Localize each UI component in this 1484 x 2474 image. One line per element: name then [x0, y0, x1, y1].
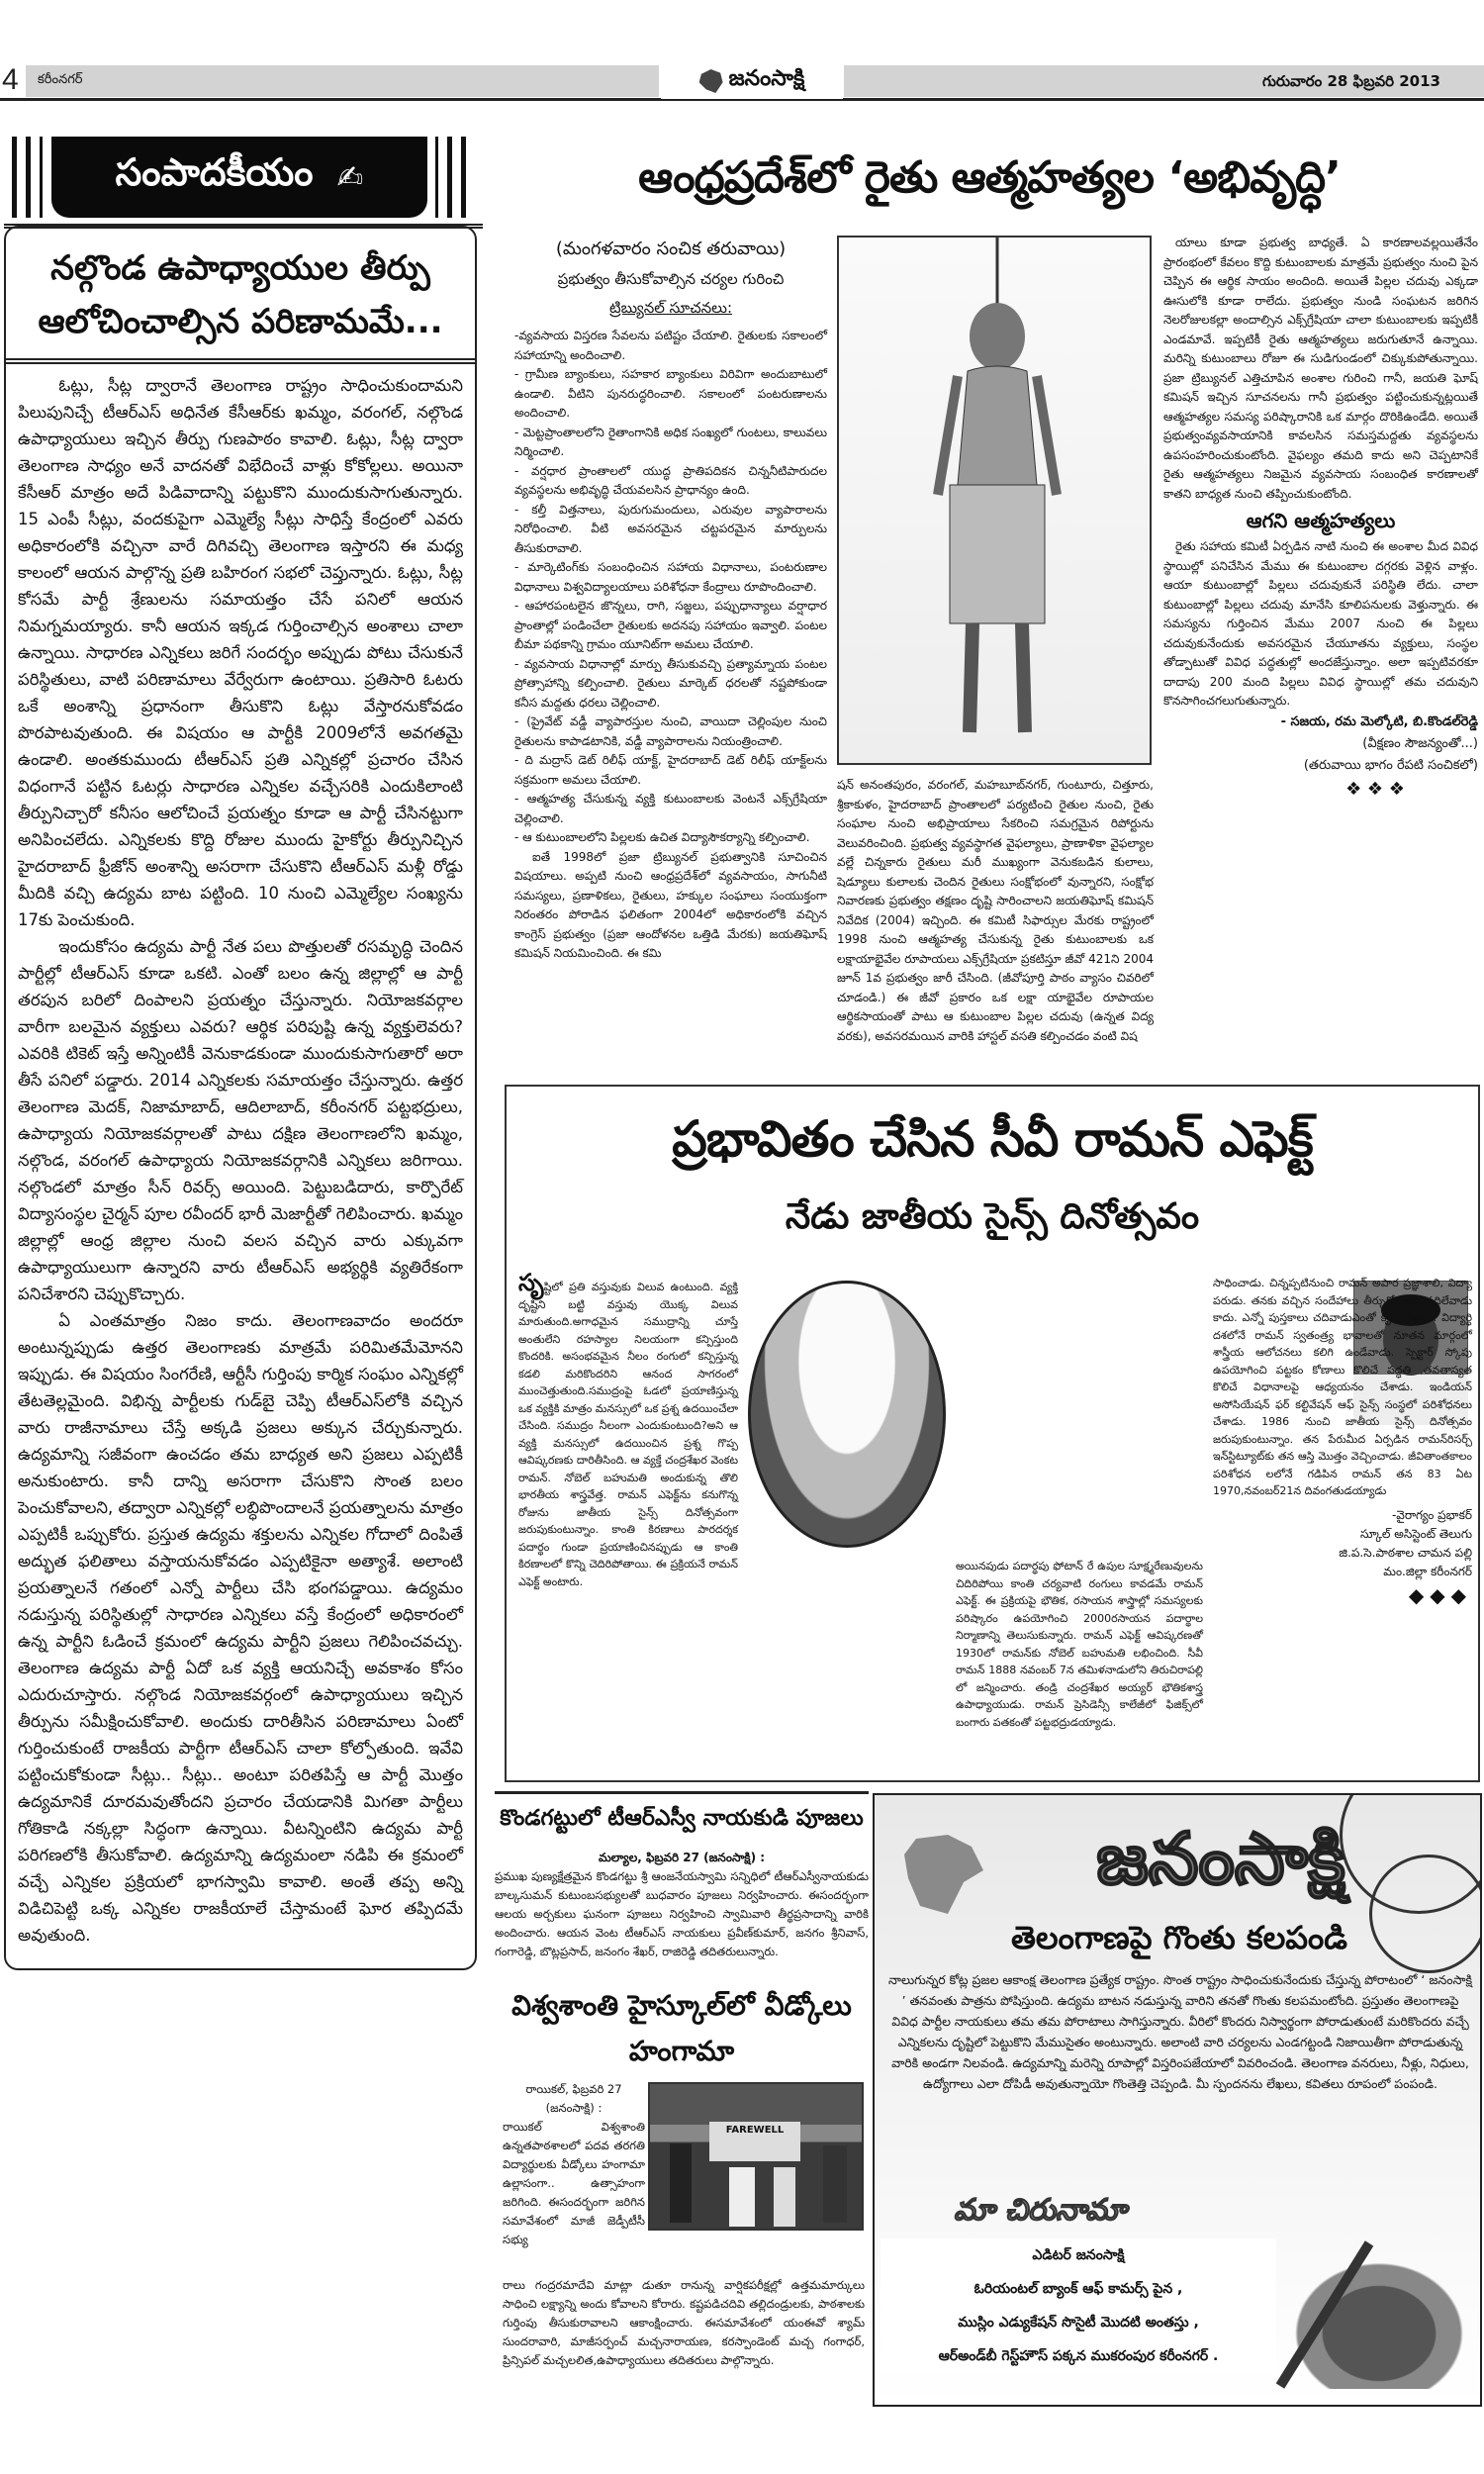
point-item: - ఆహారపంటలైన జొన్నలు, రాగి, సజ్జలు, పప్పుధాన్యాలు వర్షాధార ప్రాంతాల్లో పండించేలా రైతులకు అదనపు సహాయం ఇవ్వాలి. పంటల బీమా పథకాన్ని గ్రామం యూనిట్‌గా అమలు చేయాలి. — [514, 599, 827, 651]
logo-text: జనంసాక్షి — [728, 66, 805, 91]
banner-text: సంపాదకీయం — [115, 150, 314, 194]
lead-column-2 — [837, 776, 1154, 1046]
signature-line: -వైరాగ్యం ప్రభాకర్ — [1391, 1507, 1472, 1522]
hanging-figure-icon — [839, 238, 1152, 765]
lead-paragraph: ఐతే 1998లో ప్రజా ట్రిబ్యునల్ ప్రభుత్వానికి సూచించిన విషయాలు. అప్పటి నుంచి ఆంధ్రప్రదేశ్‌లో వ్యవసాయం, సాగునీటి సమస్యలు, ప్రణాళికలు, రైతులు, హక్కుల సంఘాలు సంయుక్తంగా నిరంతరం పోరాడిన ఫలితంగా 2004లో అధికారంలోకి వచ్చిన కాంగ్రెస్ ప్రభుత్వం (ప్రజా ఆందోళనల ఒత్తిడి మేరకు) జయతిఘోష్ కమిషన్ నియమించింది. ఈ కమి — [514, 849, 827, 960]
point-item: - వ్యవసాయ విధానాల్లో మార్పు తీసుకువచ్చి ప్రత్యామ్నాయ పంటల ప్రోత్సాహాన్ని కల్పించాలి. రైతులు మార్కెట్ ధరలతో నష్టపోకుండా కనీస మద్దతు ధరలు చెల్లించాలి. — [514, 656, 827, 710]
banner-stripe — [12, 137, 17, 218]
telangana-map-icon — [699, 69, 723, 93]
banner-stripe — [40, 137, 43, 218]
ad-slogan: తెలంగాణపై గొంతు కలపండి — [1011, 1919, 1347, 1956]
banner-stripe — [461, 137, 466, 218]
lead-subhead: ఆగని ఆత్మహత్యలు — [1246, 509, 1396, 532]
signature-line: మం.జిల్లా కరీంనగర్ — [1383, 1564, 1472, 1578]
point-item: - వర్షధార ప్రాంతాలలో యుద్ధ ప్రాతిపదికన చిన్ననీటిపారుదల వ్యవస్థలను అభివృద్ధి చేయవలసిన ప్రాధాన్యం ఉంది. — [514, 463, 827, 497]
lead-paragraph: యాలు కూడా ప్రభుత్వ బాధ్యతే. ఏ కారణాలవల్లయితేనేం ప్రారంభంలో కేవలం కొద్ది కుటుంబాలకు మాత్రమే ప్రభుత్వం నుంచి పైన చెప్పిన ఈ ఆర్థిక సాయం అందింది. అయితే పిల్లల చదువు ఎక్కడా ఊసులోకి కూడా రాలేదు. ప్రభుత్వం నుండి సంఘటన జరిగిన నెలరోజులకల్లా అందాల్సిన ఎక్స్‌గ్రేషియా చాలా కుటుంబాలకు ఇప్పటికీ ఎండమావే. ఇప్పటికీ రైతు ఆత్మహత్యలు జరుగుతూనే ఉన్నాయి. మరిన్ని కుటుంబాలు రోజూ ఈ సుడిగుండంలో చిక్కుకుపోతున్నాయి. ప్రజా ట్రిబ్యునల్ ఎత్తిచూపిన అంశాల గురించి గానీ, జయతి ఘోష్ కమిషన్ ఇచ్చిన సూచనలను గానీ ప్రభుత్వం పట్టించుకున్నట్లయితే ఆత్మహత్యల సమస్య పరిష్కారానికి ఒక మార్గం దొరికిఉండేది. అయితే ప్రభుత్వంవ్యవసాయానికి కావలసిన సమస్తమద్దతు వ్యవస్థలను ఉపసంహరించుకుంటోంది. వైఫల్యం తమది కాదు అని చెప్పటానికే రైతు ఆత్మహత్యలు నిజమైన వ్యవసాయ సంబంధిత కారణాలతో కాతని బాధ్యత నుంచి తప్పించుకుంటోంది. — [1163, 236, 1478, 501]
continued-next-note: (తరువాయి భాగం రేపటి సంచికలో) — [1303, 757, 1478, 773]
address-line: ఎడిటర్ జనంసాక్షి — [1032, 2247, 1125, 2263]
raman-column-3 — [1213, 1275, 1472, 1609]
editorial-paragraph: ఏ ఎంతమాత్రం నిజం కాదు. తెలంగాణవాదం అందరూ అంటున్నప్పుడు ఉత్తర తెలంగాణకు మాత్రమే పరిమితమేమోనని ఇప్పుడు. ఈ విషయం సింగరేణి, ఆర్టీసీ గుర్తింపు కార్మిక సంఘం ఎన్నికల్లో తేటతెల్లమైంది. విభిన్న పార్టీలకు గుడ్‌బై చెప్పి టీఆర్ఎస్‌లోకి వచ్చిన వారు రాజీనామాలు చేస్తే అక్కడి ప్రజలు అక్కున చేర్చుకున్నారు. ఉద్యమాన్ని సజీవంగా ఉంచడం తమ బాధ్యత అని ప్రజలు ఎప్పటికీ అనుకుంటారు. కానీ దాన్ని అసరాగా చేసుకొని సొంత బలం పెంచుకోవాలని, తద్వారా ఎన్నికల్లో లబ్ధిపొందాలనే ప్రయత్నాలను మాత్రం ఎప్పటికీ ఒప్పుకోరు. ప్రస్తుత ఉద్యమ శక్తులను ఎన్నికల గోదాలో దింపితే అద్భుత ఫలితాలు వస్తాయనుకోవడం ఎప్పటికైనా అత్యాశే. అలాంటి ప్రయత్నాలనే గతంలో ఎన్నో పార్టీలు చేసి భంగపడ్డాయి. ఉద్యమం నడుస్తున్న పరిస్థితుల్లో సాధారణ ఎన్నికలు వస్తే కేంద్రంలో అధికారంలో ఉన్న పార్టీని ఓడించే క్రమంలో ఉద్యమ పార్టీని ప్రజలు గెలిపించవచ్చు. తెలంగాణ ఉద్యమ పార్టీ ఏదో ఒక వ్యక్తి ఆయనిచ్చే అవకాశం కోసం ఎదురుచూస్తారు. నల్గొండ నియోజకవర్గంలో ఉపాధ్యాయులు ఇచ్చిన తీర్పును సమీక్షించుకోవాలి. అందుకు దారితీసిన పరిణామాలు ఏంటో గుర్తించుకుంటే రాజకీయ పార్టీగా టీఆర్ఎస్ చాలా కోల్పోతుంది. ఇవేవి పట్టించుకోకుండా సీట్లు.. సీట్లు.. అంటూ పరితపిస్తే ఆ పార్టీ మొత్తం ఉద్యమానికే దూరమవుతోందని ప్రచారం చేయడానికి మిగతా పార్టీలు గోతికాడి నక్కల్లా సిద్ధంగా ఉన్నాయి. వీటన్నింటిని ఉద్యమ పార్టీ పరిగణలోకి తీసుకోవాలి. ఉద్యమాన్ని ఉద్యమంలా నడిపి ఈ క్రమంలో వచ్చే ఎన్నికల ప్రక్రియలో భాగస్వామి కావాలి. అంతే తప్ప అన్ని విడిచిపెట్టి ఒక్క ఎన్నికల రాజకీయాలే చేస్తామంటే ఘోర తప్పిదమే అవుతుంది. — [18, 1311, 463, 1945]
ornament-icon: ❖ ❖ ❖ — [1345, 778, 1405, 800]
trs-dateline: మల్యాల, ఫిబ్రవరి 27 (జనంసాక్షి) : — [598, 1851, 766, 1864]
lead-paragraph: రైతు సహాయ కమిటీ ఏర్పడిన నాటి నుంచి ఈ అంశాల మీద వివిధ స్థాయిల్లో పనిచేసిన మేము ఈ కుటుంబాల దగ్గరకు వెళ్లిన వాళ్లం. ఆయా కుటుంబాల్లో పిల్లలు చదువుకునే పరిస్థితి లేదు. చాలా కుటుంబాల్లో పిల్లలు చదువు మానేసి కూలిపనులకు వెళ్తున్నారు. ఈ సమస్యను గుర్తించిన మేము 2007 నుంచి ఈ పిల్లలు చదువుకునేందుకు అవసరమైన చేయూతను వ్యక్తులు, సంస్థల తోడ్పాటుతో వివిధ పద్ధతుల్లో అందజేస్తున్నాం. అలా ఇప్పటివరకూ దాదాపు 200 మంది పిల్లలు వివిధ స్థాయిల్లో తమ చదువుని కొనసాగించగలుగుతున్నారు. — [1163, 539, 1478, 708]
school-side-text — [503, 2080, 645, 2249]
edition-name: కరీంనగర్ — [38, 72, 83, 87]
issue-date: గురువారం 28 ఫిబ్రవరి 2013 — [1261, 72, 1440, 90]
lead-paragraph: షన్ అనంతపురం, వరంగల్, మహబూబ్‌నగర్, గుంటూరు, చిత్తూరు, శ్రీకాకుళం, హైదరాబాద్ ప్రాంతాలలో పర్యటించి రైతుల నుంచి, రైతు సంఘాల నుంచి అభిప్రాయాలు సేకరించి సమగ్రమైన రిపోర్టును వెలువరించింది. ప్రభుత్వ వ్యవస్థాగత వైఫల్యాలు, ప్రాణాళికా వైఫల్యాల వల్లే చిన్నకారు రైతులు మరీ ముఖ్యంగా వెనుకబడిన కులాలు, షెడ్యూలు కులాలకు చెందిన రైతులు సంక్షోభంలో వున్నారని, సంక్షోభ నివారణకు ప్రభుత్వం తక్షణం దృష్టి సారించాలని జయతిఘోష్ కమిషన్ నివేదిక (2004) ఇచ్చింది. ఈ కమిటీ సిఫార్సుల మేరకు రాష్ట్రంలో 1998 నుంచి ఆత్మహత్య చేసుకున్న రైతు కుటుంబాలకు ఒక లక్షాయాభైవేల రూపాయలు ఎక్స్‌గ్రేషియా ప్రకటిస్తూ జీవో 421ని 2004 జూన్ 1వ ప్రభుత్వం జారీ చేసింది. (జీవోపూర్తి పాఠం వ్యాసం చివరిలో చూడండి.) ఈ జీవో ప్రకారం ఒక లక్షా యాభైవేల రూపాయల ఆర్థికసాయంతో పాటు ఆ కుటుంబాల పిల్లల చదువు (ఉన్నత విద్య వరకు), అవసరమయిన వారికి హాస్టల్ వసతి కల్పించడం వంటి విష — [837, 778, 1154, 1043]
lead-column-3 — [1163, 234, 1478, 803]
header-bar-left — [26, 65, 659, 97]
section-label: ట్రిబ్యునల్ సూచనలు: — [608, 299, 733, 317]
point-item: - కల్తీ విత్తనాలు, పురుగుమందులు, ఎరువుల వ్యాపారాలను నిరోధించాలి. వీటి అవసరమైన చట్టపరమైన మార్పులను తీసుకురావాలి. — [514, 502, 827, 555]
farewell-banner: FAREWELL — [709, 2122, 800, 2161]
editorial-paragraph: ఇందుకోసం ఉద్యమ పార్టీ నేత పలు పొత్తులతో రసమృద్ధి చెందిన పార్టీల్లో టీఆర్ఎస్ కూడా ఒకటి. ఎంతో బలం ఉన్న జిల్లాల్లో ఆ పార్టీ తరపున బరిలో దింపాలని ప్రయత్నం చేస్తున్నారు. నియోజకవర్గాల వారీగా బలమైన వ్యక్తులు ఎవరు? ఆర్థిక పరిపుష్టి ఉన్న వ్యక్తులెవరు? ఎవరికి టికెట్ ఇస్తే అన్నింటికీ వెనుకాడకుండా ముందుకుసాగుతారో అరా తీసే పనిలో పడ్డారు. 2014 ఎన్నికలకు సమాయత్తం చేస్తున్నారు. ఉత్తర తెలంగాణ మెదక్, నిజామాబాద్, ఆదిలాబాద్, కరీంనగర్ పట్టభద్రులు, ఉపాధ్యాయ నియోజకవర్గాలతో పాటు దక్షిణ తెలంగాణలోని ఖమ్మం, నల్గొండ, వరంగల్ ఉపాధ్యాయ నియోజకవర్గానికి ఎన్నికలు జరిగాయి. నల్గొండలో మాత్రం సీన్ రివర్స్ అయింది. పెట్టుబడిదారు, కార్పొరేట్ విద్యాసంస్థల చైర్మన్ పూల రవీందర్ భారీ మెజార్టీతో గెలిపించారు. ఖమ్మం జిల్లాల్లో ఆంధ్ర జిల్లాల నుంచి వలస వచ్చిన వారు ఎక్కువగా ఉపాధ్యాయులుగా ఉన్నారని వారు టీఆర్ఎస్ అభ్యర్థికి వ్యతిరేకంగా పనిచేశారని చెప్పుకొచ్చారు. — [18, 937, 463, 1303]
ad-brand: జనంసాక్షి — [1096, 1817, 1345, 1900]
school-body-continued: రాలు గంద్రరమాదేవి మాట్లా డుతూ రానున్న వార్షికపరీక్షల్లో ఉత్తమమార్కులు సాధించి లక్ష్యాన్ని అందు కోవాలని కోరారు. కష్టపడిచదివి తల్లిదండ్రులకు, పాఠశాలకు గుర్తింపు తీసుకురావాలని ఆకాంక్షించారు. ఈసమావేశంలో యంఈవో శ్యామ్ సుందరావారి, మాజీసర్పంచ్ మచ్చనారాయణ, కరస్పాండెంట్ మచ్చ గంగాధర్, ప్రిన్సిపల్ మచ్చలలిత,ఉపాధ్యాయులు తదితరులు పాల్గొన్నారు. — [503, 2278, 865, 2367]
page-header — [0, 63, 1484, 101]
banner-stripe — [435, 137, 438, 218]
address-line: ఓరియంటల్ బ్యాంక్ ఆఫ్ కామర్స్ పైన , — [974, 2281, 1183, 2297]
point-item: - (ప్రైవేట్ వడ్డీ వ్యాపారస్తుల నుంచి, వాయిదా చెల్లింపుల నుంచి రైతులను కాపాడటానికి, వడ్డీ వ్యాపారాలను నియంత్రించాలి. — [514, 714, 827, 748]
trs-article — [495, 1791, 869, 1961]
editorial-banner-label — [51, 137, 427, 218]
banner-stripe — [447, 137, 452, 218]
school-body: రాయికల్ విశ్వశాంతి ఉన్నతపాఠశాలలో పదవ తరగతి విద్యార్థులకు వీడ్కోలు హంగామా ఉల్లాసంగా.. ఉత్సాహంగా జరిగింది. ఈసందర్భంగా జరిగిన సమావేశంలో మాజీ జెడ్పీటీసీ సభ్యు — [503, 2120, 645, 2246]
address-line: ఆర్అండ్‌బీ గెస్ట్‌హౌస్ పక్కన ముకరంపుర కరీంనగర్ . — [938, 2348, 1219, 2364]
lead-byline: - సజయ, రమ మెల్కోటి, బి.కొండల్‌రెడ్డి — [1280, 714, 1478, 729]
masthead-logo — [661, 63, 843, 99]
signature-line: జి.ప.సె.పాఠశాల చామన పల్లి — [1339, 1545, 1472, 1560]
raman-column-2 — [956, 1558, 1203, 1731]
school-headline: విశ్వశాంతి హైస్కూల్‌లో వీడ్కోలు హంగామా — [511, 1989, 852, 2067]
editorial-body — [6, 364, 475, 1949]
address-line: ముస్లిం ఎడ్యుకేషన్ సొసైటీ మొదటి అంతస్తు , — [958, 2315, 1199, 2331]
raman-subheadline: నేడు జాతీయ సైన్స్ దినోత్సవం — [785, 1196, 1200, 1237]
cv-raman-portrait — [748, 1281, 946, 1548]
point-item: - మెట్టప్రాంతాలలోని రైతాంగానికి అధిక సంఖ్యలో గుంటలు, కాలువలు నిర్మించాలి. — [514, 425, 827, 458]
editorial-banner — [12, 137, 467, 218]
point-item: - ది మద్రాస్ డెట్ రిలీఫ్ యాక్ట్, హైదరాబాద్ డెట్ రిలీఫ్ యాక్ట్‌లను సక్రమంగా అమలు చేయాలి. — [514, 753, 827, 787]
point-item: - ఆత్మహత్య చేసుకున్న వ్యక్తి కుటుంబాలకు వెంటనే ఎక్స్‌గ్రేషియా చెల్లించాలి. — [514, 792, 827, 825]
ad-body: నాలుగున్నర కోట్ల ప్రజల ఆకాంక్ష తెలంగాణ ప్రత్యేక రాష్ట్రం. సొంత రాష్ట్రం సాధించుకునేందుకు చేస్తున్న పోరాటంలో ‘ జనంసాక్షి ’ తనవంతు పాత్రను పోషిస్తుంది. ఉద్యమ బాటన నడుస్తున్న వారిని తనతో గొంతు కలపమంటోంది. ప్రస్తుతం తెలంగాణపై వివిధ పార్టీల నాయకులు తమ తమ పోరాటాలు సాగిస్తున్నారు. వీరిలో కొందరు నిస్వార్థంగా పోరాడుతుంటే మరికొందరు వచ్చే ఎన్నికలను దృష్టిలో పెట్టుకొని మేముసైతం అంటున్నారు. అలాంటి వారి చర్యలను ఎండగట్టండి నిజాయితీగా పోరాడుతున్న వారికి అండగా నిలవండి. ఉద్యమాన్ని మరెన్ని రూపాల్లో విస్తరింపజేయాలో వివరించండి. తెలంగాణ వనరులు, నీళ్లు, నిధులు, ఉద్యోగాలు ఎలా దోపిడీ అవుతున్నాయో గొంతెత్తి చెప్పండి. మీ స్పందనను లేఖలు, కవితలు రూపంలో పంపండి. — [888, 1972, 1472, 2091]
continued-note: (మంగళవారం సంచిక తరువాయి) — [555, 238, 787, 259]
pen-hand-icon: ✍ — [336, 158, 364, 196]
trs-body: ప్రముఖ పుణ్యక్షేత్రమైన కొండగట్టు శ్రీ ఆంజనేయస్వామి సన్నిధిలో టీఆర్ఎస్వీనాయకుడు బాల్కసుమన్ కుటుంబసభ్యులతో బుధవారం పూజలు నిర్వహించారు. ఈసందర్భంగా ఆలయ అర్చకులు ఘనంగా పూజలు నిర్వహించి స్వామివారి తీర్థప్రసాదాన్ని వారికి అందించారు. ఆయన వెంట టీఆర్ఎస్ నాయకులు ప్రవీణ్‌కుమార్, జనగం శ్రీనివాస్, గంగారెడ్డి, బొట్లప్రసాద్, జనంగం శేఖర్, రాజిరెడ్డి తదితరులున్నారు. — [495, 1869, 869, 1958]
address-title: మా చిరునామా — [954, 2193, 1127, 2228]
double-rule — [4, 224, 483, 229]
editorial-box — [4, 226, 477, 1970]
diamond-ornament-icon: ◆◆◆ — [1408, 1582, 1472, 1607]
raman-text: అయినపుడు పదార్థపు ఫోటాన్ రే ఉపుల సూక్ష్మరేణువులను చిదిరిపోయి కాంతి చర్యవాటి రంగులు కావడమే రామన్ ఎఫెక్ట్. ఈ ప్రక్రియపై భౌతిక, రసాయన శాస్త్రాల్లో సమస్యలకు పరిష్కారం ఉపయోగించి 2000రసాయన పదార్థాల నిర్మాణాన్ని తెలుసుకున్నారు. రామన్ ఎఫెక్ట్ ఆవిష్కరణతో 1930లో రామన్‌కు నోబెల్ బహుమతి లభించింది. సీవీ రామన్ 1888 నవంబర్ 7న తమిళనాడులోని తిరుచిరాపల్లి లో జన్మించారు. తండ్రి చంద్రశేఖర అయ్యర్ భౌతికశాస్త్ర ఉపాధ్యాయుడు. రామన్ ప్రెసిడెన్సీ కాలేజీలో ఫిజిక్స్‌లో బంగారు పతకంతో పట్టభద్రుడయ్యాడు. — [956, 1560, 1203, 1729]
point-item: - మార్కెటింగ్‌కు సంబంధించిన సహాయ విధానాలు, పంటరుణాల విధానాలు విశ్వవిద్యాలయాలు పరిశోధనా కేంద్రాలు రూపొందించాలి. — [514, 560, 827, 594]
trs-headline: కొండగట్టులో టీఆర్‌ఎస్వీ నాయకుడి పూజలు — [500, 1806, 864, 1831]
signature-block — [1213, 1506, 1472, 1581]
telangana-map-icon — [904, 1835, 983, 1914]
raman-article — [505, 1085, 1480, 1782]
point-item: - గ్రామీణ బ్యాంకులు, సహకార బ్యాంకులు విరివిగా అందుబాటులో ఉండాలి. వీటిని పునరుద్ధరించాలి. సకాలంలో పంటరుణాలను అందించాలి. — [514, 367, 827, 420]
lead-headline: ఆంధ్రప్రదేశ్‌లో రైతు ఆత్మహత్యల ‘అభివృద్ధి’ — [638, 152, 1341, 203]
school-dateline: రాయికల్, ఫిబ్రవరి 27 (జనంసాక్షి) : — [525, 2082, 622, 2115]
courtesy-note: (వీక్షణం సౌజన్యంతో...) — [1362, 735, 1478, 751]
writing-hand-icon — [1280, 2250, 1478, 2389]
editorial-title: నల్గొండ ఉపాధ్యాయుల తీర్పు ఆలోచించాల్సిన పరిణామమే... — [38, 248, 443, 341]
banner-stripe — [26, 137, 31, 218]
signature-line: స్కూల్ అసిస్టెంట్ తెలుగు — [1359, 1526, 1472, 1541]
farmer-suicide-illustration — [837, 236, 1152, 765]
page-number: 4 — [2, 63, 19, 96]
raman-headline: ప్రభావితం చేసిన సీవీ రామన్ ఎఫెక్ట్ — [672, 1110, 1313, 1168]
point-item: - ఆ కుటుంబాలలోని పిల్లలకు ఉచిత విద్యాసౌకర్యాన్ని కల్పించాలి. — [514, 830, 810, 844]
drop-cap: సృ — [518, 1269, 544, 1296]
janamsakshi-advertisement — [873, 1793, 1482, 2407]
lead-column-1 — [514, 234, 827, 964]
raman-column-1 — [518, 1269, 738, 1590]
editorial-paragraph: ఓట్లు, సీట్ల ద్వారానే తెలంగాణ రాష్ట్రం సాధించుకుందామని పిలుపునిచ్చే టీఆర్ఎస్ అధినేత కేసీఆర్‌కు ఖమ్మం, వరంగల్, నల్గొండ ఉపాధ్యాయులు ఇచ్చిన తీర్పు గుణపాఠం కావాలి. ఓట్లు, సీట్ల ద్వారా తెలంగాణ సాధ్యం అనే వాదనతో విభేదించే వాళ్లు కోకోల్లలు. అయినా కేసీఆర్ మాత్రం అదే పిడివాదాన్ని పట్టుకొని ముందుకుసాగుతున్నారు. 15 ఎంపీ సీట్లు, వందకుపైగా ఎమ్మెల్యే సీట్లు సాధిస్తే కేంద్రంలో ఎవరు అధికారంలోకి వచ్చినా వారే దిగివచ్చి తెలంగాణ ఇస్తారని ఈ మధ్య కాలంలో ఆయన పాల్గొన్న ప్రతి బహిరంగ సభలో చెప్తున్నారు. ఓట్లు, సీట్ల కోసమే పార్టీ శ్రేణులను సమాయత్తం చేసే పనిలో ఆయన నిమగ్నమయ్యారు. కానీ ఆయన ఇక్కడ గుర్తించాల్సిన అంశాలు చాలా ఉన్నాయి. సాధారణ ఎన్నికలు జరిగే సందర్భం అప్పుడు పోటు చేసుకునే పరిస్థితులు, వాటి పరిణామాలు వేర్వేరుగా ఉంటాయి. ప్రతిసారి ఓటరు ఒకే అంశాన్ని ప్రధానంగా తీసుకొని ఓట్లు వేస్తారనుకోవడం పొరపాటవుతుంది. ఈ విషయం ఆ పార్టీకి 2009లోనే అవగతమై ఉండాలి. అంతకుముందు టీఆర్ఎస్ ప్రతి ఎన్నికల్లో ప్రచారం చేసిన విధంగానే పట్టిన ఓటర్లు సాధారణ ఎన్నికల వచ్చేసరికి ఎందుకిలాంటి తీర్పునిచ్చారో కనీసం ఆలోచించే ప్రయత్నం కూడా ఆ పార్టీ చేసినట్టుగా అనిపించలేదు. ఎన్నికలకు కొద్ది రోజుల ముందు హైకోర్టు తీర్పునిచ్చిన హైదరాబాద్ ఫ్రీజోన్ అంశాన్ని అసరాగా చేసుకొని టీఆర్ఎస్ మళ్లీ రోడ్డు మీదికి వచ్చి ఉద్యమ బాట పట్టింది. 10 నుంచి ఎమ్మెల్యేల సంఖ్యను 17కు పెంచుకుంది. — [18, 376, 463, 929]
farewell-event-photo — [648, 2082, 864, 2231]
editorial-column — [4, 129, 477, 1970]
point-item: -వ్యవసాయ విస్తరణ సేవలను పటిష్టం చేయాలి. రైతులకు సకాలంలో సహాయాన్ని అందించాలి. — [514, 329, 827, 362]
address-block — [881, 2238, 1276, 2373]
raman-text: ష్టిలో ప్రతి వస్తువుకు విలువ ఉంటుంది. వ్యక్తి దృష్టిని బట్టి వస్తువు యొక్క విలువ మారుతుంది.అగాధమైన సముద్రాన్ని చూస్తే అంతులేని రహస్యాల నిలయంగా కన్పిస్తుంది కొందరికి. అసంభవమైన నీలం రంగులో కన్పిస్తున్న కడలి మరికొందరిని ఆనంద సాగరంలో ముంచెత్తుతుంది.సముద్రంపై ఓడలో ప్రయాణిస్తున్న ఒక వ్యక్తికి మాత్రం మనస్సులో ఒక ప్రశ్న ఉదయించేలా చేసింది. సముద్రం నీలంగా ఎందుకుంటుంది?అని ఆ వ్యక్తి మనస్సులో ఉదయించిన ప్రశ్న గొప్ప ఆవిష్కరణకు దారితీసింది. ఆ వ్యక్తే చంద్రశేఖర వెంకట రామన్. నోబెల్ బహుమతి అందుకున్న తొలి భారతీయ శాస్త్రవేత్త. రామన్ ఎఫెక్ట్‌ను కనుగొన్న రోజును జాతీయ సైన్స్ దినోత్సవంగా జరుపుకుంటున్నాం. కాంతి కిరణాలు పారదర్శక పదార్థం గుండా ప్రయాణించినప్పుడు ఆ కాంతి కిరణాలలో కొన్ని చెదిరిపోతాయి. ఈ ప్రక్రియనే రామన్ ఎఫెక్ట్ అంటారు. — [518, 1281, 738, 1588]
lead-kicker: ప్రభుత్వం తీసుకోవాల్సిన చర్యల గురించి — [557, 270, 785, 288]
raman-text: సాధించాడు. చిన్నప్పటినుంచి రామన్ అపార ప్రజ్ఞాశాలి, విద్యా పరుడు. తనకు వచ్చిన సందేహాలు తీర్చుకోకుండా వదిలేవాడు కాదు. ఎన్నో పుస్తకాలు చదివాడుఎంతో కృషి చేశాడు. విద్యార్థి దశలోనే రామన్ స్వతంత్ర్య భావాలతో నూతన మార్గంలో శాస్త్రీయ ఆలోచనలు కలిగి ఉండేవాడు. స్పెక్టార్ స్కోపు ఉపయోగించి పట్టకం కోణాలు కొలిచే పద్ధతి ,తవతాస్యత కొలిచే విధానాలపై ఆధ్యయనం చేశాడు. ఇండియన్ అసోసియేషన్ ఫర్ కల్టివేషన్ ఆఫ్ సైన్స్ సంస్థలో పరిశోధనలు చేశాడు. 1986 నుంచి జాతీయ సైన్స్ దినోత్సవం జరుపుకుంటున్నాం. తన పేరుమీద ఏర్పడిన రామన్‌రిసర్చ్ ఇన్‌స్టిట్యూట్‌కు తన ఆస్తి మొత్తం వెచ్చించాడు. జీవితాంతకాలం పరిశోధన లలోనే గడిపిన రామన్ తన 83 ఏట 1970,నవంబర్21న దివంగతుడయ్యాడు — [1213, 1277, 1472, 1497]
